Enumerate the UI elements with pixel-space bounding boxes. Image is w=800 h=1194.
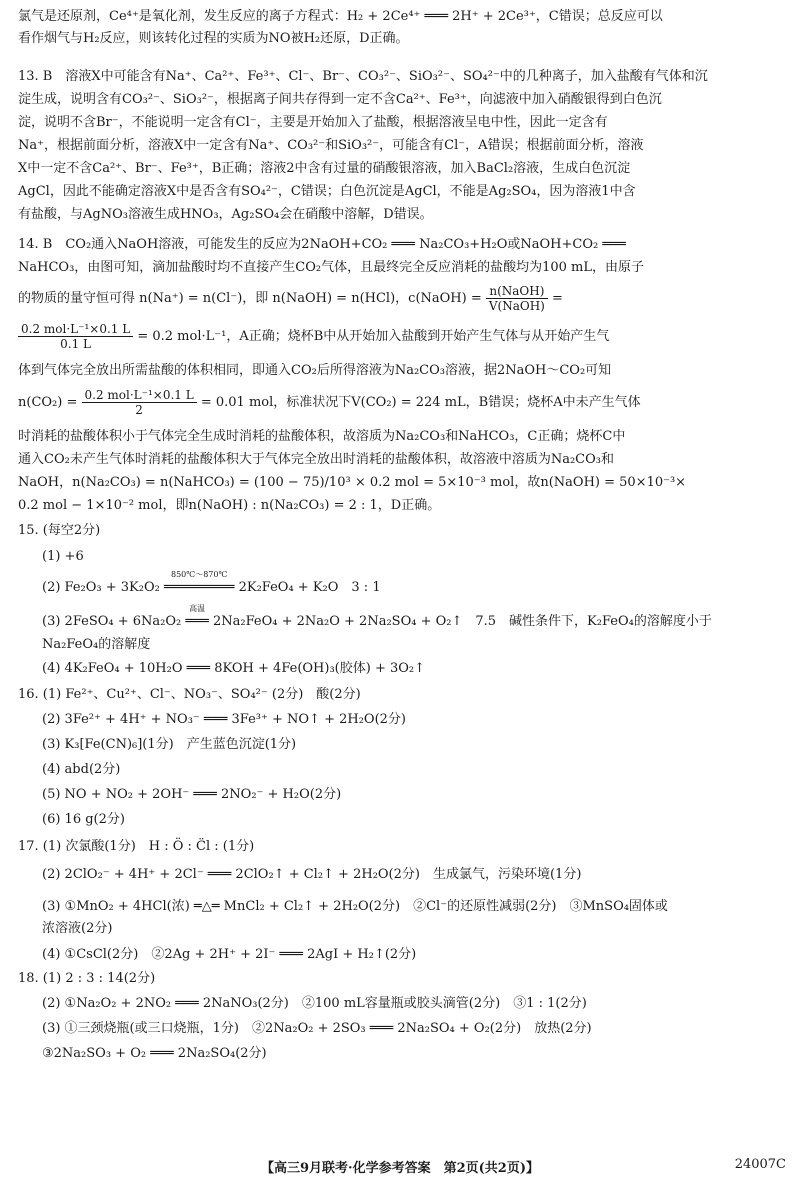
q14-text: 的物质的量守恒可得 n(Na⁺) = n(Cl⁻)，即 n(NaOH) = n(HCl)，c(NaOH) = xyxy=(18,291,482,306)
q16-line: (5) NO + NO₂ + 2OH⁻ ═══ 2NO₂⁻ + H₂O(2分) xyxy=(42,787,342,802)
q13-line: 13. B 溶液X中可能含有Na⁺、Ca²⁺、Fe³⁺、Cl⁻、Br⁻、CO₃²⁻、SiO₃²⁻、SO₄²⁻中的几种离子，加入盐酸有气体和沉 xyxy=(18,69,708,84)
q16-line: (6) 16 g(2分) xyxy=(42,812,125,827)
reaction-arrow: ═══ 高温 xyxy=(185,604,209,629)
q17-line: 浓溶液(2分) xyxy=(42,921,113,936)
q15-line xyxy=(42,604,780,632)
q15-text: (2) Fe₂O₃ + 3K₂O₂ xyxy=(42,580,160,595)
q18-line: ③2Na₂SO₃ + O₂ ═══ 2Na₂SO₄(2分) xyxy=(42,1046,267,1061)
q18-line: 18. (1) 2 : 3 : 14(2分) xyxy=(18,971,156,986)
q13-line: 淀，说明不含Br⁻，不能说明一定含有Cl⁻，主要是开始加入了盐酸，根据溶液呈电中性，因此一定含有 xyxy=(18,115,608,130)
q15-line: (4) 4K₂FeO₄ + 10H₂O ═══ 8KOH + 4Fe(OH)₃(胶体) + 3O₂↑ xyxy=(42,661,426,676)
q17-line: 17. (1) 次氯酸(1分) H : Ö : C̈l : (1分) xyxy=(18,839,255,854)
q15-line xyxy=(42,570,780,598)
q13-line: AgCl，因此不能确定溶液X中是否含有SO₄²⁻，C错误；白色沉淀是AgCl，不能是Ag₂SO₄，因为溶液1中含 xyxy=(18,184,636,199)
page-footer-title: 【高三9月联考·化学参考答案 第2页(共2页)】 xyxy=(261,1161,539,1176)
reaction-arrow: ═════════ 850℃～870℃ xyxy=(164,570,235,595)
fraction-concentration xyxy=(18,322,133,351)
q14-text: = xyxy=(552,291,563,306)
fraction-co2 xyxy=(82,388,197,417)
q13-line: X中一定不含Ca²⁺、Br⁻、Fe³⁺，B正确；溶液2中含有过量的硝酸银溶液，加入BaCl₂溶液，生成白色沉淀 xyxy=(18,161,631,176)
fraction-denominator: 2 xyxy=(135,403,143,417)
q14-text: = 0.01 mol，标准状况下V(CO₂) = 224 mL，B错误；烧杯A中未产生气体 xyxy=(200,395,641,410)
q14-line: NaHCO₃，由图可知，滴加盐酸时均不直接产生CO₂气体，且最终完全反应消耗的盐酸均为100 mL，由原子 xyxy=(18,260,645,275)
q16-line: (3) K₃[Fe(CN)₆](1分) 产生蓝色沉淀(1分) xyxy=(42,737,297,752)
fraction-numerator: n(NaOH) xyxy=(486,284,548,299)
q14-line: 0.2 mol − 1×10⁻² mol，即n(NaOH) : n(Na₂CO₃) = 2 : 1，D正确。 xyxy=(18,498,441,513)
reaction-condition: 高温 xyxy=(189,604,206,613)
q14-line: 14. B CO₂通入NaOH溶液，可能发生的反应为2NaOH+CO₂ ═══ Na₂CO₃+H₂O或NaOH+CO₂ ═══ xyxy=(18,237,626,252)
fraction-numerator: 0.2 mol·L⁻¹×0.1 L xyxy=(18,322,133,337)
q18-line: (2) ①Na₂O₂ + 2NO₂ ═══ 2NaNO₃(2分) ②100 mL容量瓶或胶头滴管(2分) ③1 : 1(2分) xyxy=(42,996,587,1011)
q13-line: Na⁺，根据前面分析，溶液X中一定含有Na⁺、CO₃²⁻和SiO₃²⁻，可能含有Cl⁻，A错误；根据前面分析，溶液 xyxy=(18,138,644,153)
fraction-denominator: 0.1 L xyxy=(60,337,92,351)
q14-text: = 0.2 mol·L⁻¹，A正确；烧杯B中从开始加入盐酸到开始产生气体与从开始产生气 xyxy=(137,329,610,344)
q15-text: 2Na₂FeO₄ + 2Na₂O + 2Na₂SO₄ + O₂↑ 7.5 碱性条件下，K₂FeO₄的溶解度小于 xyxy=(213,614,712,629)
q18-line: (3) ①三颈烧瓶(或三口烧瓶，1分) ②2Na₂O₂ + 2SO₃ ═══ 2Na₂SO₄ + O₂(2分) 放热(2分) xyxy=(42,1021,592,1036)
fraction-denominator: V(NaOH) xyxy=(488,299,545,313)
text-line: 看作烟气与H₂反应，则该转化过程的实质为NO被H₂还原，D正确。 xyxy=(18,31,409,46)
reaction-condition: 850℃～870℃ xyxy=(171,570,228,579)
q16-line: (2) 3Fe²⁺ + 4H⁺ + NO₃⁻ ═══ 3Fe³⁺ + NO↑ + 2H₂O(2分) xyxy=(42,712,407,727)
q17-line: (4) ①CsCl(2分) ②2Ag + 2H⁺ + 2I⁻ ═══ 2AgI + H₂↑(2分) xyxy=(42,947,417,962)
q14-line xyxy=(18,322,780,356)
q15-line: Na₂FeO₄的溶解度 xyxy=(42,637,151,652)
q14-line: 时消耗的盐酸体积小于气体完全生成时消耗的盐酸体积，故溶质为Na₂CO₃和NaHCO₃，C正确；烧杯C中 xyxy=(18,429,626,444)
fraction-numerator: 0.2 mol·L⁻¹×0.1 L xyxy=(82,388,197,403)
q16-line: (4) abd(2分) xyxy=(42,762,121,777)
q15-text: 2K₂FeO₄ + K₂O 3 : 1 xyxy=(238,580,381,595)
text-line: 氯气是还原剂，Ce⁴⁺是氧化剂，发生反应的离子方程式：H₂ + 2Ce⁴⁺ ═══ 2H⁺ + 2Ce³⁺，C错误；总反应可以 xyxy=(18,9,663,24)
q14-line xyxy=(18,284,780,318)
q13-line: 有盐酸，与AgNO₃溶液生成HNO₃，Ag₂SO₄会在硝酸中溶解，D错误。 xyxy=(18,207,433,222)
q15-text: (3) 2FeSO₄ + 6Na₂O₂ xyxy=(42,614,182,629)
fraction-naoh xyxy=(486,284,548,313)
q14-line: 通入CO₂未产生气体时消耗的盐酸体积大于气体完全放出时消耗的盐酸体积，故溶液中溶质为Na₂CO₃和 xyxy=(18,452,614,467)
q17-line: (2) 2ClO₂⁻ + 4H⁺ + 2Cl⁻ ═══ 2ClO₂↑ + Cl₂↑ + 2H₂O(2分) 生成氯气，污染环境(1分) xyxy=(42,867,582,882)
q16-line: 16. (1) Fe²⁺、Cu²⁺、Cl⁻、NO₃⁻、SO₄²⁻ (2分) 酸(2分) xyxy=(18,687,361,702)
page-footer-code: 24007C xyxy=(734,1157,786,1172)
q15-line: (1) +6 xyxy=(42,549,84,564)
q14-line: NaOH，n(Na₂CO₃) = n(NaHCO₃) = (100 − 75)/10³ × 0.2 mol = 5×10⁻³ mol，故n(NaOH) = 50×10⁻³× xyxy=(18,475,687,490)
q13-line: 淀生成，说明含有CO₃²⁻、SiO₃²⁻，根据离子间共存得到一定不含Ca²⁺、Fe³⁺，向滤液中加入硝酸银得到白色沉 xyxy=(18,92,662,107)
q14-text: n(CO₂) = xyxy=(18,395,78,410)
q15-heading: 15. (每空2分) xyxy=(18,523,101,538)
q17-line: (3) ①MnO₂ + 4HCl(浓) ═△═ MnCl₂ + Cl₂↑ + 2H₂O(2分) ②Cl⁻的还原性减弱(2分) ③MnSO₄固体或 xyxy=(42,899,668,914)
q14-line: 体到气体完全放出所需盐酸的体积相同，即通入CO₂后所得溶液为Na₂CO₃溶液，据2NaOH～CO₂可知 xyxy=(18,363,612,378)
q14-line xyxy=(18,388,780,422)
